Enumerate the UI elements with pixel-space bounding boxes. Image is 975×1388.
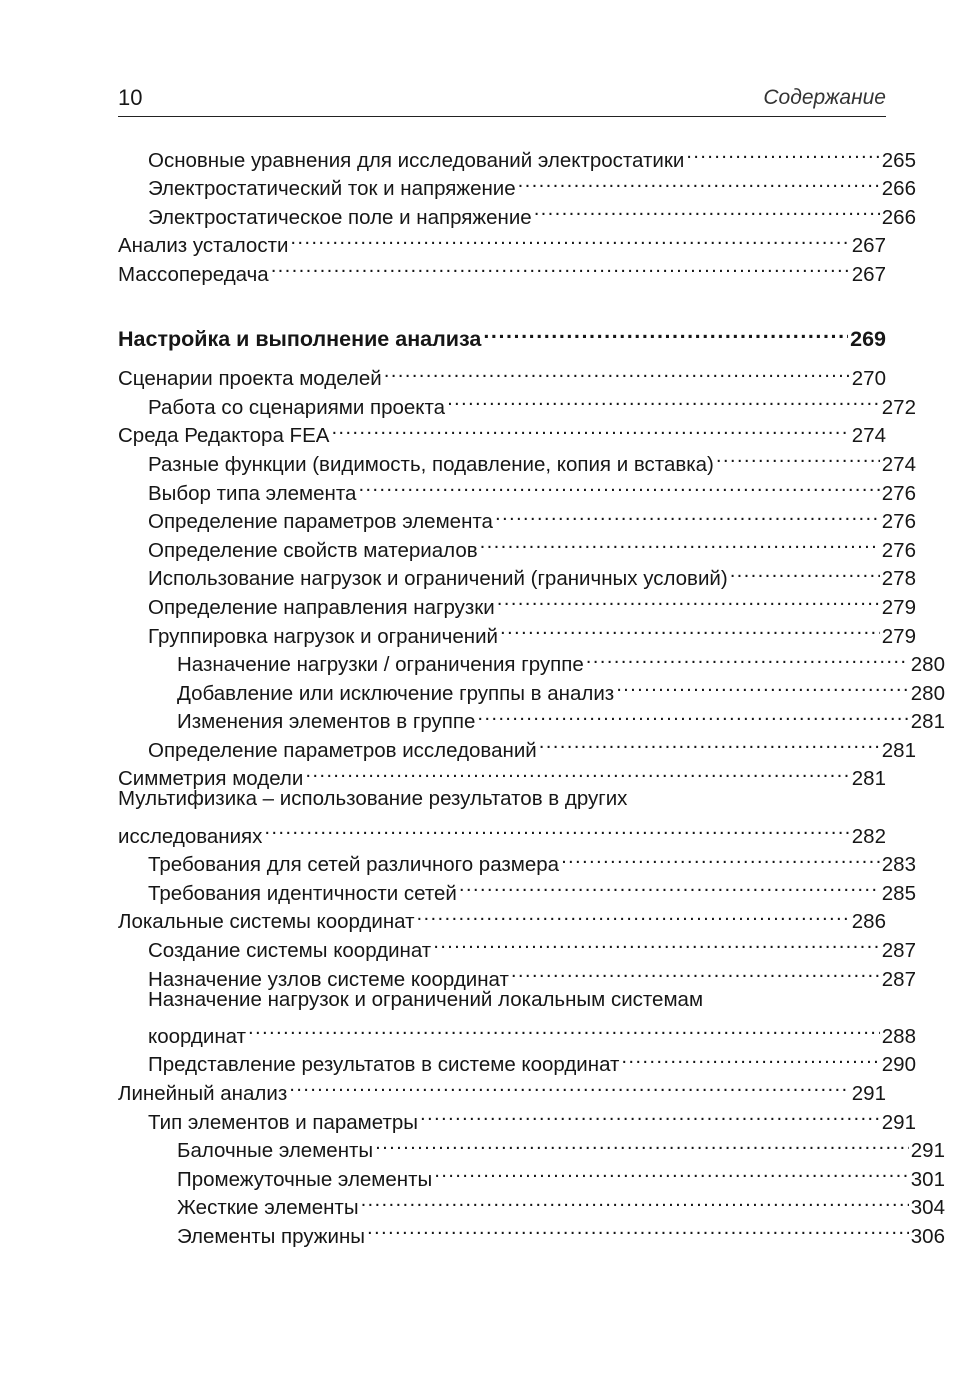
toc-entry-page-number: 280	[910, 653, 945, 677]
toc-entry-title: Выбор типа элемента	[148, 481, 357, 505]
toc-entry-title: Электростатическое поле и напряжение	[148, 205, 532, 229]
toc-entry[interactable]	[118, 643, 945, 677]
toc-entry-page-number: 267	[851, 234, 886, 258]
toc-entry-page-number: 276	[881, 538, 916, 562]
page-number: 10	[118, 85, 143, 110]
toc-entry-title: исследованиях	[118, 824, 263, 848]
toc-entry-title: Работа со сценариями проекта	[148, 395, 446, 419]
toc-entry-page-number: 276	[881, 510, 916, 534]
toc-entry[interactable]	[118, 224, 886, 258]
toc-entry-page-number: 291	[910, 1139, 945, 1163]
toc-entry[interactable]	[118, 785, 886, 848]
toc-entry[interactable]	[118, 1157, 945, 1191]
dot-leader	[730, 557, 880, 586]
toc-entry[interactable]	[118, 357, 886, 391]
toc-entry[interactable]	[118, 843, 916, 877]
toc-entry-title: Тип элементов и параметры	[148, 1110, 418, 1134]
toc-entry[interactable]	[118, 671, 945, 705]
toc-entry-page-number: 266	[881, 205, 916, 229]
dot-leader	[716, 442, 880, 471]
page-header	[118, 84, 886, 117]
toc-entry-page-number: 301	[910, 1167, 945, 1191]
toc-entry-title: Определение направления нагрузки	[148, 595, 495, 619]
toc-entry[interactable]	[118, 614, 916, 648]
toc-chapter-entry[interactable]	[118, 317, 886, 351]
toc-entry-page-number: 278	[881, 567, 916, 591]
dot-leader	[433, 928, 880, 957]
dot-leader	[375, 1129, 909, 1158]
dot-leader	[271, 252, 850, 281]
dot-leader	[289, 1071, 850, 1100]
toc-entry-page-number: 291	[851, 1082, 886, 1105]
dot-leader	[417, 900, 850, 929]
toc-entry-title: Основные уравнения для исследований электростатики	[148, 148, 685, 172]
toc-entry-title: Назначение нагрузки / ограничения группе	[177, 653, 584, 677]
toc-entry-title: Элементы пружины	[177, 1224, 366, 1248]
toc-entry-page-number: 276	[881, 481, 916, 505]
dot-leader	[518, 167, 880, 196]
toc-entry[interactable]	[118, 728, 916, 762]
toc-entry[interactable]	[118, 1043, 916, 1077]
toc-entry-page-number: 306	[910, 1224, 945, 1248]
toc-entry[interactable]	[118, 757, 886, 791]
dot-leader	[361, 1186, 909, 1215]
dot-leader	[331, 414, 849, 443]
toc-entry-title: Определение параметров элемента	[148, 510, 493, 534]
toc-entry-page-number: 288	[881, 1024, 916, 1048]
toc-entry-title: Массопередача	[118, 262, 269, 286]
toc-entry-title: Разные функции (видимость, подавление, копия и вставка)	[148, 452, 714, 476]
toc-entry[interactable]	[118, 700, 945, 734]
toc-entry-title-line1: Назначение нагрузок и ограничений локальным системам	[148, 987, 704, 1011]
toc-entry-page-number: 267	[851, 262, 886, 286]
dot-leader	[248, 1014, 880, 1043]
toc-entry-page-number: 283	[881, 853, 916, 877]
toc-entry-page-number: 290	[881, 1053, 916, 1077]
dot-leader	[477, 700, 908, 729]
toc-entry[interactable]	[118, 557, 916, 591]
toc-entry-title: Промежуточные элементы	[177, 1167, 433, 1191]
toc-entry-title: Среда Редактора FEA	[118, 424, 330, 448]
dot-leader	[420, 1100, 880, 1129]
toc-entry-title: Представление результатов в системе координат	[148, 1053, 620, 1077]
toc-entry-title: Балочные элементы	[177, 1139, 374, 1163]
toc-entry-page-number: 270	[851, 367, 886, 391]
toc-entry-title: Определение свойств материалов	[148, 538, 478, 562]
toc-entry-title: Жесткие элементы	[177, 1196, 359, 1220]
toc-entry[interactable]	[118, 957, 916, 991]
dot-leader	[480, 528, 880, 557]
toc-entry[interactable]	[118, 528, 916, 562]
dot-leader	[497, 585, 880, 614]
toc-entry-title: Настройка и выполнение анализа	[118, 326, 482, 351]
dot-leader	[500, 614, 880, 643]
toc-entry-title: Назначение узлов системе координат	[148, 967, 509, 991]
toc-entry[interactable]	[118, 1100, 916, 1134]
toc-entry-title: Локальные системы координат	[118, 910, 415, 934]
toc-entry[interactable]	[118, 900, 886, 934]
toc-entry[interactable]	[118, 500, 916, 534]
toc-entry-title: Анализ усталости	[118, 234, 289, 258]
dot-leader	[534, 195, 880, 224]
dot-leader	[495, 500, 880, 529]
toc-entry-title: Добавление или исключение группы в анализ	[177, 681, 615, 705]
dot-leader	[384, 357, 850, 386]
toc-entry[interactable]	[118, 928, 916, 963]
dot-leader	[447, 385, 880, 414]
toc-entry-title: Изменения элементов в группе	[177, 710, 476, 734]
toc-entry-page-number: 281	[851, 767, 886, 791]
toc-entry[interactable]	[118, 138, 916, 172]
running-title: Содержание	[763, 86, 886, 109]
dot-leader	[561, 843, 880, 872]
dot-leader	[305, 757, 849, 786]
toc-entry[interactable]	[118, 167, 916, 201]
toc-entry-page-number: 291	[881, 1110, 916, 1134]
toc-entry-title: Линейный анализ	[118, 1082, 288, 1105]
toc-entry-title: Требования для сетей различного размера	[148, 853, 560, 877]
dot-leader	[539, 728, 880, 757]
dot-leader	[483, 317, 848, 346]
toc-entry[interactable]	[118, 414, 886, 448]
dot-leader	[686, 138, 880, 167]
toc-entry-page-number: 281	[910, 710, 945, 734]
toc-entry-title: Требования идентичности сетей	[148, 881, 457, 905]
toc-entry-title: Определение параметров исследований	[148, 738, 537, 762]
toc-entry-page-number: 304	[910, 1196, 945, 1220]
toc-entry-title: Симметрия модели	[118, 767, 304, 791]
toc-entry-page-number: 282	[851, 824, 886, 848]
toc-entry[interactable]	[118, 585, 916, 619]
dot-leader	[621, 1043, 879, 1072]
toc-entry-page-number: 287	[881, 967, 916, 991]
dot-leader	[290, 224, 849, 253]
dot-leader	[358, 471, 879, 500]
toc-entry-page-number: 287	[881, 939, 916, 963]
toc-entry-page-number: 274	[881, 452, 916, 476]
toc-entry[interactable]	[118, 1129, 945, 1163]
dot-leader	[264, 814, 849, 843]
toc-entry-page-number: 265	[881, 148, 916, 172]
toc-entry-page-number: 266	[881, 177, 916, 201]
toc-entry-page-number: 285	[881, 881, 916, 905]
dot-leader	[586, 643, 909, 672]
toc-entry-title: координат	[148, 1024, 247, 1048]
toc-entry[interactable]	[118, 986, 916, 1048]
toc-entry[interactable]	[118, 1071, 886, 1105]
toc-entry-title: Электростатический ток и напряжение	[148, 177, 516, 201]
toc-entry[interactable]	[118, 871, 916, 905]
dot-leader	[367, 1214, 909, 1243]
toc-entry[interactable]	[118, 252, 886, 286]
toc-entry-title: Использование нагрузок и ограничений (граничных условий)	[148, 567, 728, 591]
table-of-contents	[118, 138, 945, 1248]
toc-entry-title-line1: Мультифизика – использование результатов в других	[118, 787, 628, 811]
toc-entry-page-number: 274	[851, 424, 886, 448]
toc-entry-page-number: 281	[881, 738, 916, 762]
toc-entry[interactable]	[118, 442, 916, 476]
toc-entry-title: Сценарии проекта моделей	[118, 367, 382, 391]
toc-entry-title: Создание системы координат	[148, 939, 432, 963]
toc-entry[interactable]	[118, 1186, 945, 1220]
toc-entry[interactable]	[118, 195, 916, 229]
toc-entry-title: Группировка нагрузок и ограничений	[148, 624, 498, 648]
dot-leader	[434, 1157, 909, 1186]
toc-entry-page-number: 279	[881, 595, 916, 619]
toc-entry[interactable]	[118, 471, 916, 505]
toc-entry[interactable]	[118, 385, 916, 419]
toc-entry-page-number: 269	[850, 326, 886, 351]
dot-leader	[459, 871, 880, 900]
dot-leader	[616, 671, 909, 700]
toc-entry-page-number: 280	[910, 681, 945, 705]
toc-entry[interactable]	[118, 1214, 945, 1248]
toc-entry-page-number: 272	[881, 395, 916, 419]
dot-leader	[511, 957, 880, 986]
toc-entry-page-number: 279	[881, 624, 916, 648]
toc-entry-page-number: 286	[851, 910, 886, 934]
